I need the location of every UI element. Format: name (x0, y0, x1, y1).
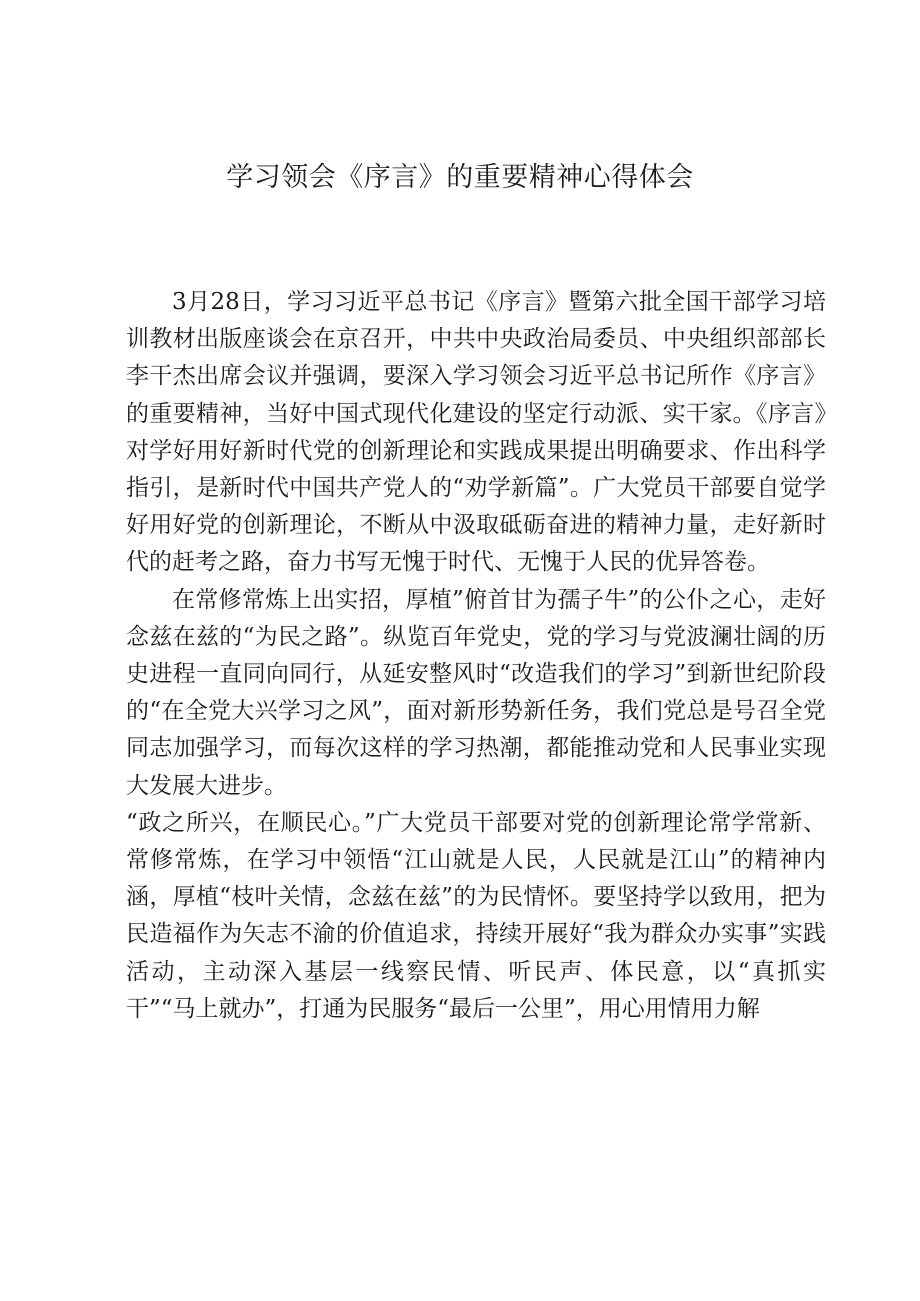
document-title: 学习领会《序言》的重要精神心得体会 (226, 162, 694, 193)
document-body (126, 284, 826, 1028)
paragraph-3: “政之所兴，在顺民心。”广大党员干部要对党的创新理论常学常新、常修常炼，在学习中领悟“江山就是人民，人民就是江山”的精神内涵，厚植“枝叶关情，念兹在兹”的为民情怀。要坚持学以致用，把为民造福作为矢志不渝的价值追求，持续开展好“我为群众办实事”实践活动，主动深入基层一线察民情、听民声、体民意，以“真抓实干”“马上就办”，打通为民服务“最后一公里”，用心用情用力解 (126, 809, 826, 1022)
paragraph-2: 在常修常炼上出实招，厚植”俯首甘为孺子牛”的公仆之心，走好念兹在兹的“为民之路”。纵览百年党史，党的学习与党波澜壮阔的历史进程一直同向同行，从延安整风时“改造我们的学习”到新世纪阶段的“在全党大兴学习之风”，面对新形势新任务，我们党总是号召全党同志加强学习，而每次这样的学习热潮，都能推动党和人民事业实现大发展大进步。 (126, 586, 826, 799)
paragraph-1: 3月28日，学习习近平总书记《序言》暨第六批全国干部学习培训教材出版座谈会在京召开，中共中央政治局委员、中央组织部部长李干杰出席会议并强调，要深入学习领会习近平总书记所作《序言》的重要精神，当好中国式现代化建设的坚定行动派、实干家。《序言》对学好用好新时代党的创新理论和实践成果提出明确要求、作出科学指引，是新时代中国共产党人的“劝学新篇”。广大党员干部要自觉学好用好党的创新理论，不断从中汲取砥砺奋进的精神力量，走好新时代的赶考之路，奋力书写无愧于时代、无愧于人民的优异答卷。 (126, 289, 826, 576)
